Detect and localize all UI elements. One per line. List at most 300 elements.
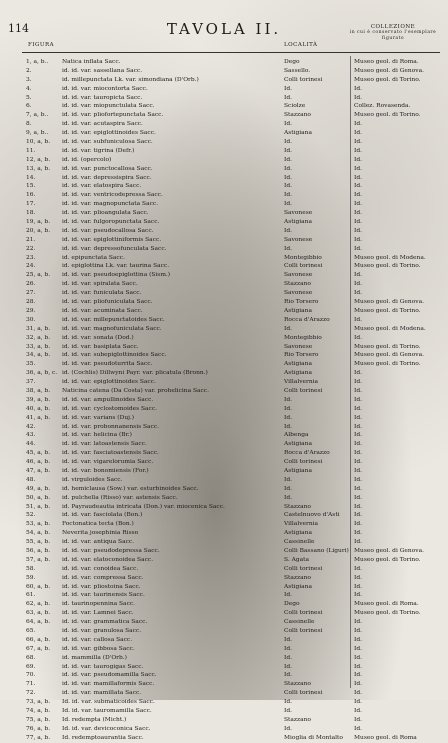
locality: Id. <box>284 165 292 172</box>
species-name: id. id. var. elatoconoidea Sacc. <box>62 556 154 563</box>
collection: Museo geol. di Torino. <box>354 610 421 617</box>
species-name: Id. redempta (Micht.) <box>62 716 127 723</box>
collection: Id. <box>354 654 362 661</box>
locality: S. Agata <box>284 556 309 563</box>
species-name: id. id. var. fasciatoastensis Sacc. <box>62 450 159 457</box>
table-row <box>0 360 448 369</box>
table-row <box>0 547 448 556</box>
locality: Id. <box>284 592 292 599</box>
table-row <box>0 503 448 512</box>
locality: Savonese <box>284 343 313 350</box>
locality: Astigiana <box>284 370 313 377</box>
species-name: id. id. var. tigrina (Defr.) <box>62 147 135 154</box>
locality: Id. <box>284 192 292 199</box>
figure-number: 77, a, b. <box>26 734 51 741</box>
species-name: id. id. var. pliofuniculata Sacc. <box>62 299 153 306</box>
collection: Id. <box>354 459 362 466</box>
collection: Id. <box>354 272 362 279</box>
table-row <box>0 334 448 343</box>
locality: Savonese <box>284 272 313 279</box>
locality: Rocca d'Arazzo <box>284 450 330 457</box>
collection: Id. <box>354 565 362 572</box>
table-row <box>0 316 448 325</box>
collection: Id. <box>354 681 362 688</box>
plate-title: TAVOLA II. <box>166 20 282 38</box>
figure-number: 57, a, b. <box>26 556 51 563</box>
figure-number: 34, a, b. <box>26 352 51 359</box>
table-row <box>0 307 448 316</box>
locality: Id. <box>284 725 292 732</box>
table-row <box>0 351 448 360</box>
species-name: id. id. var. acuminata Sacc. <box>62 307 143 314</box>
locality: Astigiana <box>284 441 313 448</box>
table-row <box>0 298 448 307</box>
figure-number: 24. <box>26 263 36 270</box>
species-name: id. id. var. pseudomamilla Sacc. <box>62 672 157 679</box>
figure-number: 22. <box>26 245 36 252</box>
locality: Villalvernia <box>284 521 319 528</box>
table-row <box>0 529 448 538</box>
table-row <box>0 645 448 654</box>
collection: Id. <box>354 147 362 154</box>
figure-number: 28. <box>26 299 36 306</box>
figure-number: 55, a, b. <box>26 539 51 546</box>
figure-number: 44. <box>26 441 36 448</box>
locality: Astigiana <box>284 583 313 590</box>
collection: Id. <box>354 645 362 652</box>
locality: Id. <box>284 147 292 154</box>
table-row <box>0 85 448 94</box>
figure-number: 16. <box>26 192 36 199</box>
collection: Id. <box>354 414 362 421</box>
locality: Id. <box>284 325 292 332</box>
species-name: id. id. var. depressofunculata Sacc. <box>62 245 167 252</box>
species-name: id. id. var. callosa Sacc. <box>62 636 133 643</box>
species-name: id. id. var. millepunctatoides Sacc. <box>62 316 165 323</box>
figure-number: 9, a, b.. <box>26 130 49 137</box>
species-name: id. id. var. subfuniculosa Sacc. <box>62 139 153 146</box>
figure-number: 21. <box>26 236 36 243</box>
table-row <box>0 627 448 636</box>
locality: Savonese <box>284 236 313 243</box>
figure-number: 65. <box>26 628 36 634</box>
collection: Id. <box>354 574 362 581</box>
table-row <box>0 618 448 627</box>
species-name: id. id. var. fasciolata (Bon.) <box>62 512 143 519</box>
collection: Id. <box>354 192 362 199</box>
collection: Id. <box>354 290 362 297</box>
locality: Astigiana <box>284 307 313 314</box>
locality: Id. <box>284 183 292 190</box>
figure-number: 52. <box>26 512 36 519</box>
locality: Savonese <box>284 290 313 297</box>
table-row <box>0 689 448 698</box>
figure-number: 54, a, b. <box>26 530 51 537</box>
figure-number: 46, a, b. <box>26 459 51 466</box>
collection: Id. <box>354 619 362 626</box>
figure-number: 62, a, b. <box>26 601 51 608</box>
table-row <box>0 138 448 147</box>
table-row <box>0 111 448 120</box>
figure-number: 63, a, b. <box>26 610 51 617</box>
species-name: id. id. (opercolo) <box>62 156 112 163</box>
collection: Id. <box>354 201 362 208</box>
locality: Colli torinesi <box>284 387 323 394</box>
species-name: Id. id. var. submaticoides Sacc. <box>62 699 155 706</box>
table-row <box>0 67 448 76</box>
species-name: id. id. var. subepiglottinoides Sacc. <box>62 352 167 359</box>
species-name: id. id. var. elatospira Sacc. <box>62 183 142 190</box>
figure-number: 8. <box>26 121 32 128</box>
locality: Stazzano <box>284 681 311 688</box>
locality: Id. <box>284 201 292 208</box>
locality: Id. <box>284 645 292 652</box>
figure-number: 58. <box>26 565 36 572</box>
locality: Id. <box>284 672 292 679</box>
locality: Dego <box>284 59 300 65</box>
species-name: id. id. var. sonata (Dod.) <box>62 334 134 341</box>
collection: Collez. Rovasenda. <box>354 103 411 110</box>
species-name: id. mammilla (D'Orb.) <box>62 654 127 661</box>
figure-number: 23. <box>26 254 36 261</box>
figure-number: 48. <box>26 476 36 483</box>
collection: Id. <box>354 441 362 448</box>
table-row <box>0 609 448 618</box>
figure-number: 31, a, b. <box>26 325 51 332</box>
figure-number: 73, a, b. <box>26 699 51 706</box>
locality: Astigiana <box>284 467 313 474</box>
table-row <box>0 423 448 432</box>
figure-number: 4. <box>26 85 32 92</box>
locality: Montegibbio <box>284 334 322 341</box>
species-name: id. id. var. antiqua Sacc. <box>62 539 135 546</box>
figure-number: 37. <box>26 379 36 386</box>
table-row <box>0 458 448 467</box>
locality: Colli torinesi <box>284 610 323 617</box>
table-row <box>0 663 448 672</box>
species-name: id. id. var. sassellana Sacc. <box>62 67 143 74</box>
species-name: id. id. var. plioangulata Sacc. <box>62 210 149 217</box>
figure-number: 56, a, b. <box>26 547 51 554</box>
figure-number: 75, a, b. <box>26 716 51 723</box>
table-row <box>0 654 448 663</box>
collection: Id. <box>354 636 362 643</box>
table-row <box>0 440 448 449</box>
locality: Colli torinesi <box>284 263 323 270</box>
species-name: id. id. var. miocontorta Sacc. <box>62 85 148 92</box>
figure-number: 13, a, b. <box>26 165 51 172</box>
species-name: id. id. var. varians (Duj.) <box>62 414 135 421</box>
locality: Id. <box>284 663 292 670</box>
table-row <box>0 405 448 414</box>
figure-number: 61. <box>26 592 36 599</box>
figure-number: 72. <box>26 690 36 697</box>
collection: Id. <box>354 699 362 706</box>
locality: Id. <box>284 156 292 163</box>
table-row <box>0 182 448 191</box>
locality: Sciolze <box>284 103 306 110</box>
species-name: id. id. var. epiglottinoides Sacc. <box>62 379 156 386</box>
figure-number: 15. <box>26 183 36 190</box>
species-name: id. taurinopennina Sacc. <box>62 601 136 608</box>
figure-number: 38, a, b. <box>26 387 51 394</box>
species-name: id. millepunctata Lk. var. simondiana (D'Orb.) <box>62 76 199 83</box>
species-name: id. (Cochlis) Dillwyni Payr. var. plicatula (Bronn.) <box>62 370 208 377</box>
collection: Id. <box>354 183 362 190</box>
collection: Museo geol. di Torino. <box>354 343 421 350</box>
figure-number: 14. <box>26 174 36 181</box>
table-row <box>0 734 448 743</box>
collection: Id. <box>354 85 362 92</box>
table-row <box>0 431 448 440</box>
species-name: Naticina catena (Da Costa) var. prohelicina Sacc. <box>62 387 209 394</box>
species-name: id. id. var. pseudoepiglottina (Sism.) <box>62 272 171 279</box>
figure-number: 47, a, b. <box>26 467 51 474</box>
collection: Id. <box>354 690 362 697</box>
page-number: 114 <box>8 22 29 35</box>
table-row <box>0 511 448 520</box>
collection: Id. <box>354 396 362 403</box>
species-name: id. id. var. granulosa Sacc. <box>62 628 142 634</box>
locality: Id. <box>284 485 292 492</box>
table-row <box>0 707 448 716</box>
locality: Stazzano <box>284 503 311 510</box>
collection: Id. <box>354 130 362 137</box>
figure-number: 36, a, b, c. <box>26 370 58 377</box>
table-row <box>0 369 448 378</box>
figure-number: 25, a, b. <box>26 272 51 279</box>
locality: Id. <box>284 121 292 128</box>
species-name: id. virguloides Sacc. <box>62 476 123 483</box>
figure-number: 66, a, b. <box>26 636 51 643</box>
species-name: id. id. var. miopunctulata Sacc. <box>62 103 155 110</box>
table-row <box>0 191 448 200</box>
collection: Id. <box>354 281 362 288</box>
table-row <box>0 680 448 689</box>
species-name: id. epipunctata Sacc. <box>62 254 125 261</box>
collection: Id. <box>354 583 362 590</box>
collection: Museo geol. di Torino. <box>354 556 421 563</box>
locality: Id. <box>284 227 292 234</box>
figure-number: 5. <box>26 94 32 101</box>
locality: Id. <box>284 423 292 430</box>
figure-number: 41, a, b. <box>26 414 51 421</box>
locality: Stazzano <box>284 281 311 288</box>
figure-number: 74, a, b. <box>26 708 51 715</box>
locality: Id. <box>284 139 292 146</box>
collection: Id. <box>354 94 362 101</box>
figure-number: 2. <box>26 67 32 74</box>
species-name: id. id. var. basiplata Sacc. <box>62 343 139 350</box>
species-name: id. id. var. tauropicta Sacc. <box>62 94 143 101</box>
figure-number: 27. <box>26 290 36 297</box>
table-row <box>0 94 448 103</box>
species-name: id. id. var. mamillata Sacc. <box>62 690 142 697</box>
table-row <box>0 254 448 263</box>
collection: Museo geol. di Torino. <box>354 361 421 368</box>
collection: Id. <box>354 708 362 715</box>
table-row <box>0 698 448 707</box>
table-row <box>0 76 448 85</box>
collection: Museo geol. di Roma <box>354 734 417 741</box>
collection: Id. <box>354 174 362 181</box>
species-name: id. id. var. mamillaformis Sacc. <box>62 681 155 688</box>
figure-number: 71. <box>26 681 36 688</box>
locality: Villalvernia <box>284 379 319 386</box>
species-name: id. id. var. bonomiensis (For.) <box>62 467 149 474</box>
locality: Rio Torsero <box>284 352 319 359</box>
locality: Id. <box>284 396 292 403</box>
collection: Id. <box>354 467 362 474</box>
collection: Id. <box>354 450 362 457</box>
figure-number: 10, a, b. <box>26 139 51 146</box>
locality: Colli torinesi <box>284 565 323 572</box>
figure-number: 3. <box>26 76 32 83</box>
figure-number: 18. <box>26 210 36 217</box>
locality: Rocca d'Arazzo <box>284 316 330 323</box>
collection: Museo geol. di Modena. <box>354 254 426 261</box>
species-name: id. id. var. pseudodepressa Sacc. <box>62 547 160 554</box>
figure-number: 19, a, b. <box>26 219 51 226</box>
collection: Id. <box>354 592 362 599</box>
species-name: Id. id. var. devicoconica Sacc. <box>62 725 151 732</box>
figure-number: 12, a, b. <box>26 156 51 163</box>
locality: Cassinelle <box>284 619 315 626</box>
locality: Astigiana <box>284 219 313 226</box>
locality: Id. <box>284 405 292 412</box>
figure-number: 59. <box>26 574 36 581</box>
species-name: id. id. var. fulgoropunctata Sacc. <box>62 219 160 226</box>
table-row <box>0 227 448 236</box>
locality: Astigiana <box>284 361 313 368</box>
species-name: id. id. var. conoidea Sacc. <box>62 565 139 572</box>
species-name: id. id. var. Lamnei Sacc. <box>62 610 134 617</box>
locality: Stazzano <box>284 574 311 581</box>
locality: Id. <box>284 245 292 252</box>
figure-number: 49, a, b. <box>26 485 51 492</box>
table-row <box>0 129 448 138</box>
figure-number: 11. <box>26 147 36 154</box>
figure-number: 1, a, b.. <box>26 59 49 65</box>
table-row <box>0 414 448 423</box>
species-name: id. id. var. depressispira Sacc. <box>62 174 152 181</box>
figure-number: 70. <box>26 672 36 679</box>
collection: Id. <box>354 672 362 679</box>
collection: Id. <box>354 476 362 483</box>
figure-number: 26. <box>26 281 36 288</box>
table-row <box>0 476 448 485</box>
table-row <box>0 725 448 734</box>
collection: Id. <box>354 316 362 323</box>
collection: Id. <box>354 432 362 439</box>
table-row <box>0 165 448 174</box>
column-header-figura: FIGURA <box>28 42 55 48</box>
table-row <box>0 58 448 67</box>
species-name: id. id. var. taurogigas Sacc. <box>62 663 144 670</box>
locality: Stazzano <box>284 112 311 119</box>
species-name: id. id. var. acutaspira Sacc. <box>62 121 143 128</box>
table-row <box>0 289 448 298</box>
collection: Id. <box>354 121 362 128</box>
species-name: id. id. var. magnopunctata Sacc. <box>62 201 159 208</box>
collection: Id. <box>354 539 362 546</box>
figure-number: 35. <box>26 361 36 368</box>
collection: Id. <box>354 139 362 146</box>
locality: Id. <box>284 708 292 715</box>
locality: Id. <box>284 476 292 483</box>
collection: Museo geol. di Torino. <box>354 307 421 314</box>
table-row <box>0 200 448 209</box>
species-name: id. id. var. cyclostomoides Sacc. <box>62 405 158 412</box>
locality: Savonese <box>284 210 313 217</box>
table-row <box>0 467 448 476</box>
collection: Id. <box>354 725 362 732</box>
locality: Colli torinesi <box>284 690 323 697</box>
locality: Id. <box>284 174 292 181</box>
collection: Id. <box>354 370 362 377</box>
figure-number: 40, a, b. <box>26 405 51 412</box>
collection: Id. <box>354 387 362 394</box>
collection: Id. <box>354 663 362 670</box>
figure-number: 17. <box>26 201 36 208</box>
locality: Colli torinesi <box>284 628 323 634</box>
locality: Castelnuovo d'Asti <box>284 512 340 519</box>
species-name: id. id. var. grammatica Sacc. <box>62 619 148 626</box>
table-row <box>0 387 448 396</box>
species-name: id. id. var. funiculata Sacc. <box>62 290 142 297</box>
collection: Museo geol. di Torino. <box>354 112 421 119</box>
table-row <box>0 583 448 592</box>
figure-number: 7, a, b.. <box>26 112 49 119</box>
table-row <box>0 218 448 227</box>
collection: Id. <box>354 485 362 492</box>
column-header-collezione-subtitle: in cui è conservato l'esemplare figurato <box>349 30 437 41</box>
figure-number: 69. <box>26 663 36 670</box>
locality: Albenga <box>284 432 309 439</box>
figure-number: 68. <box>26 654 36 661</box>
collection: Id. <box>354 219 362 226</box>
figure-number: 29. <box>26 307 36 314</box>
locality: Stazzano <box>284 716 311 723</box>
figure-number: 39, a, b. <box>26 396 51 403</box>
table-row <box>0 574 448 583</box>
species-name: id. id. var. pliofortepunctata Sacc. <box>62 112 164 119</box>
locality: Colli Bassano (Liguri) <box>284 547 349 554</box>
collection: Id. <box>354 512 362 519</box>
table-row <box>0 538 448 547</box>
locality: Montegibbio <box>284 254 322 261</box>
collection: Id. <box>354 628 362 634</box>
locality: Cassinelle <box>284 539 315 546</box>
species-name: id. id. var. latoastensis Sacc. <box>62 441 147 448</box>
collection: Id. <box>354 379 362 386</box>
species-name: id. Payraudeautia intricata (Don.) var. miocenica Sacc. <box>62 503 225 510</box>
figure-number: 50, a, b. <box>26 494 51 501</box>
table-row <box>0 449 448 458</box>
figure-number: 20, a, b. <box>26 227 51 234</box>
figure-number: 51, a, b. <box>26 503 51 510</box>
collection: Museo geol. di Modena. <box>354 325 426 332</box>
species-name: id. hemiclausa (Sow.) var. esturbinoides Sacc. <box>62 485 199 492</box>
table-row <box>0 636 448 645</box>
table-row <box>0 520 448 529</box>
table-row <box>0 396 448 405</box>
collection: Id. <box>354 165 362 172</box>
collection: Museo geol. di Torino. <box>354 263 421 270</box>
species-name: id. id. var. ventricodepressa Sacc. <box>62 192 163 199</box>
species-name: id. id. var. pliostoina Sacc. <box>62 583 141 590</box>
table-row <box>0 120 448 129</box>
